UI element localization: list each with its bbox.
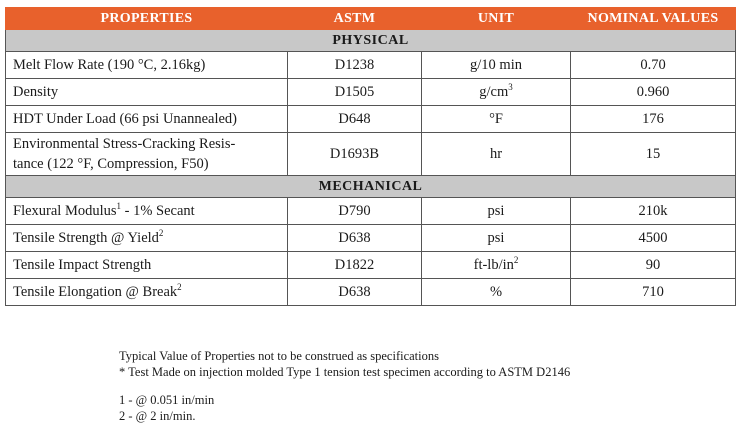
property-cell: Density (6, 79, 288, 106)
property-cell: HDT Under Load (66 psi Unannealed) (6, 106, 288, 133)
unit-text: g/cm (479, 83, 509, 100)
section-mechanical-label: MECHANICAL (6, 176, 736, 198)
unit-cell: psi (422, 225, 571, 252)
property-line: Environmental Stress-Cracking Resis- (13, 136, 236, 152)
table-row (6, 79, 736, 106)
astm-cell: D1238 (288, 52, 422, 79)
astm-cell: D790 (288, 198, 422, 225)
unit-cell: g/10 min (422, 52, 571, 79)
header-nominal-values: NOMINAL VALUES (571, 8, 736, 30)
value-cell: 0.960 (571, 79, 736, 106)
footnote-2: 2 - @ 2 in/min. (119, 408, 196, 423)
property-cell (6, 133, 288, 176)
property-cell (6, 198, 288, 225)
value-cell: 710 (571, 279, 736, 306)
footnote-ref: 1 (116, 200, 122, 211)
table-row (6, 225, 736, 252)
unit-cell: °F (422, 106, 571, 133)
value-cell: 210k (571, 198, 736, 225)
unit-cell: % (422, 279, 571, 306)
unit-cell: hr (422, 133, 571, 176)
astm-cell: D648 (288, 106, 422, 133)
value-cell: 4500 (571, 225, 736, 252)
section-row-mechanical (6, 176, 736, 198)
table-row (6, 252, 736, 279)
table-header-row (6, 8, 736, 30)
properties-table (5, 7, 736, 306)
header-properties: PROPERTIES (6, 8, 288, 30)
footnote-ref: 2 (177, 281, 182, 292)
astm-cell: D1822 (288, 252, 422, 279)
unit-text: ft-lb/in (473, 256, 514, 273)
astm-cell: D638 (288, 225, 422, 252)
value-cell: 90 (571, 252, 736, 279)
property-cell (6, 225, 288, 252)
unit-cell: psi (422, 198, 571, 225)
property-line: tance (122 °F, Compression, F50) (13, 156, 209, 172)
unit-superscript: 3 (508, 81, 513, 92)
section-physical-label: PHYSICAL (6, 30, 736, 52)
table-row (6, 198, 736, 225)
property-text: Tensile Strength @ Yield (13, 229, 159, 246)
property-text: Flexural Modulus (13, 202, 117, 219)
property-suffix: - 1% Secant (121, 202, 195, 219)
property-cell: Melt Flow Rate (190 °C, 2.16kg) (6, 52, 288, 79)
astm-cell: D1693B (288, 133, 422, 176)
unit-cell (422, 79, 571, 106)
value-cell: 15 (571, 133, 736, 176)
table-row (6, 279, 736, 306)
footnote-1: 1 - @ 0.051 in/min (119, 393, 215, 407)
unit-cell (422, 252, 571, 279)
footnote-ref: 2 (158, 227, 164, 238)
table-row (6, 133, 736, 176)
unit-superscript: 2 (513, 254, 519, 265)
disclaimer-note: Typical Value of Properties not to be construed as specifications (119, 349, 439, 363)
property-cell (6, 279, 288, 306)
header-astm: ASTM (288, 8, 422, 30)
value-cell: 176 (571, 106, 736, 133)
table-row (6, 106, 736, 133)
section-row-physical (6, 30, 736, 52)
table-row (6, 52, 736, 79)
property-text: Tensile Elongation @ Break (13, 283, 178, 300)
test-method-note: * Test Made on injection molded Type 1 tension test specimen according to ASTM D2146 (119, 364, 571, 379)
value-cell: 0.70 (571, 52, 736, 79)
header-unit: UNIT (422, 8, 571, 30)
astm-cell: D638 (288, 279, 422, 306)
property-cell: Tensile Impact Strength (6, 252, 288, 279)
astm-cell: D1505 (288, 79, 422, 106)
notes-block (119, 349, 570, 424)
